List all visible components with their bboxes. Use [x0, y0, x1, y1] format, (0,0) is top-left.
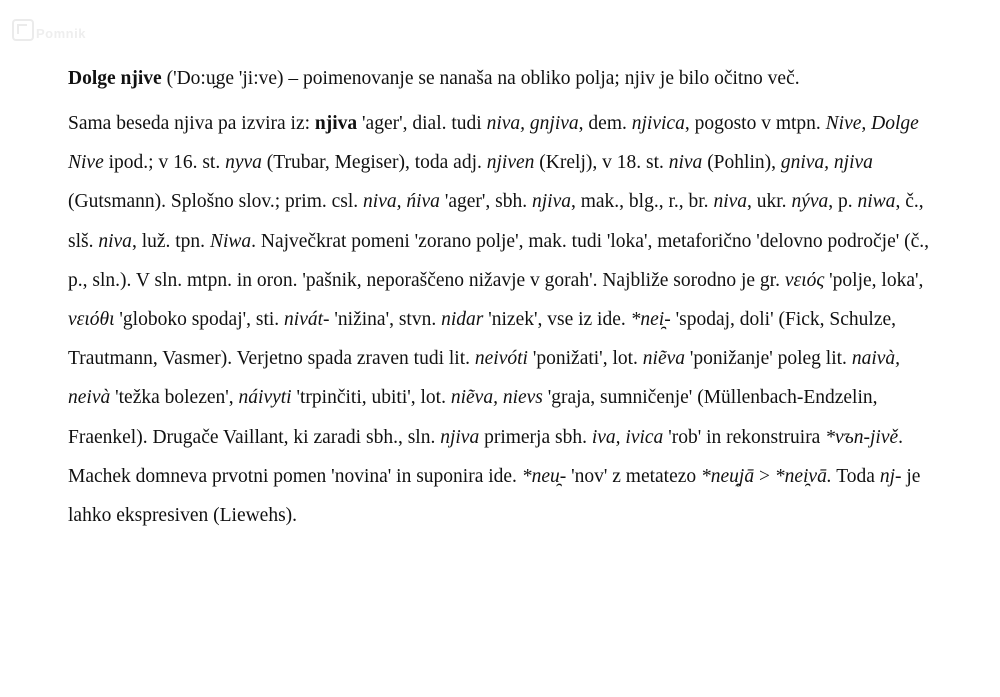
text-run: ipod.; v 16. st. — [103, 152, 226, 174]
text-run: , p. — [828, 191, 858, 213]
text-run: 'trpinčiti, ubiti', lot. — [291, 387, 451, 409]
text-run: 'ager', sbh. — [439, 191, 532, 213]
text-run: ('Do:u̯ge 'ji:ve) – poimenovanje se nanaša na obliko polja; njiv je bilo očitno več. — [161, 68, 800, 89]
text-run: 'polje, loka', — [824, 269, 924, 291]
italic-form: nj- — [879, 465, 902, 487]
text-run: Sama beseda njiva pa izvira iz: — [68, 113, 315, 134]
text-run: 'nizek', vse iz ide. — [483, 309, 631, 331]
text-run: 'ager', dial. tudi — [357, 113, 487, 134]
text-run: 'globoko spodaj', sti. — [114, 309, 285, 331]
italic-form: gniva, njiva — [780, 152, 873, 174]
italic-form: Nive, Dolge Nive — [68, 113, 919, 174]
italic-form: niva — [98, 230, 132, 252]
paragraph-heading-entry — [68, 66, 938, 92]
italic-form: *neu̯jā — [701, 465, 755, 487]
text-run: , dem. — [578, 113, 632, 134]
italic-form: niẽva — [642, 348, 686, 370]
text-run: (Krelj), v 18. st. — [534, 152, 669, 174]
watermark-text: Pomnik — [36, 26, 86, 41]
text-run: , ukr. — [747, 191, 792, 213]
text-run: , č., slš. — [68, 191, 924, 252]
italic-form: niva, gnjiva — [486, 113, 579, 134]
bold-term: njiva — [314, 113, 358, 134]
text-run: 'graja, sumničenje' (Müllenbach-Endzelin, Fraenkel). Drugače Vaillant, ki zaradi sbh., sln. — [68, 387, 878, 448]
italic-form: niẽva, nievs — [450, 387, 543, 409]
text-run: 'rob' in rekonstruira — [663, 426, 826, 448]
italic-form: νειόθι — [68, 309, 115, 331]
text-run: , luž. tpn. — [131, 230, 210, 252]
text-run: . Največkrat pomeni 'zorano polje', mak. tudi 'loka', metaforično 'delovno področje' (č., p., sln.). V sln. mtpn. in oron. 'pašnik, neporaščeno nižavje v gorah'. Najbliže sorodno je gr. — [68, 230, 930, 291]
text-run: 'ponižati', lot. — [527, 348, 643, 370]
text-run: (Pohlin), — [702, 152, 781, 174]
italic-form: nyva — [225, 152, 262, 174]
italic-form: nidar — [441, 309, 484, 331]
text-run: , mak., blg., r., br. — [570, 191, 714, 213]
corner-frame-icon — [12, 19, 34, 41]
italic-form: iva, ivica — [591, 426, 664, 448]
italic-form: náivyti — [238, 387, 292, 409]
italic-form: niva, ńiva — [363, 191, 440, 213]
italic-form: niva — [668, 152, 703, 174]
italic-form: nýva — [791, 191, 829, 213]
text-run: > — [754, 465, 775, 487]
text-run: 'nov' z metatezo — [566, 465, 702, 487]
italic-form: *nei̯- — [630, 309, 671, 331]
bold-term: Dolge njive — [68, 68, 162, 89]
italic-form: njiva — [531, 191, 571, 213]
italic-form: *nei̯vā. — [774, 465, 832, 487]
italic-form: njivica — [631, 113, 685, 134]
text-run: . Machek domneva prvotni pomen 'novina' in suponira ide. — [68, 426, 904, 487]
italic-form: njiva — [440, 426, 480, 448]
text-run: (Trubar, Megiser), toda adj. — [261, 152, 487, 174]
text-run: , pogosto v mtpn. — [684, 113, 826, 134]
italic-form: nivát- — [284, 309, 330, 331]
text-run: Toda — [831, 465, 880, 487]
document-body — [68, 66, 938, 535]
text-run: primerja sbh. — [479, 426, 592, 448]
watermark-logo — [12, 18, 86, 41]
text-run: 'težka bolezen', — [110, 387, 239, 409]
text-run: (Gutsmann). Splošno slov.; prim. csl. — [68, 191, 364, 213]
italic-form: njiven — [486, 152, 535, 174]
italic-form: neivóti — [474, 348, 528, 370]
text-run: je lahko ekspresiven (Liewehs). — [68, 465, 921, 527]
italic-form: *neu̯- — [521, 465, 567, 487]
italic-form: naivà, neivà — [68, 348, 901, 409]
text-run: 'spodaj, doli' (Fick, Schulze, Trautmann, Vasmer). Verjetno spada zraven tudi lit. — [68, 309, 897, 370]
text-run: 'nižina', stvn. — [329, 309, 442, 331]
paragraph-etymology — [68, 104, 938, 535]
italic-form: Niwa — [209, 230, 252, 252]
italic-form: *vъn-jivě — [825, 426, 899, 448]
italic-form: niwa — [857, 191, 896, 213]
italic-form: νειός — [784, 269, 825, 291]
italic-form: niva — [713, 191, 748, 213]
text-run: 'ponižanje' poleg lit. — [685, 348, 852, 370]
